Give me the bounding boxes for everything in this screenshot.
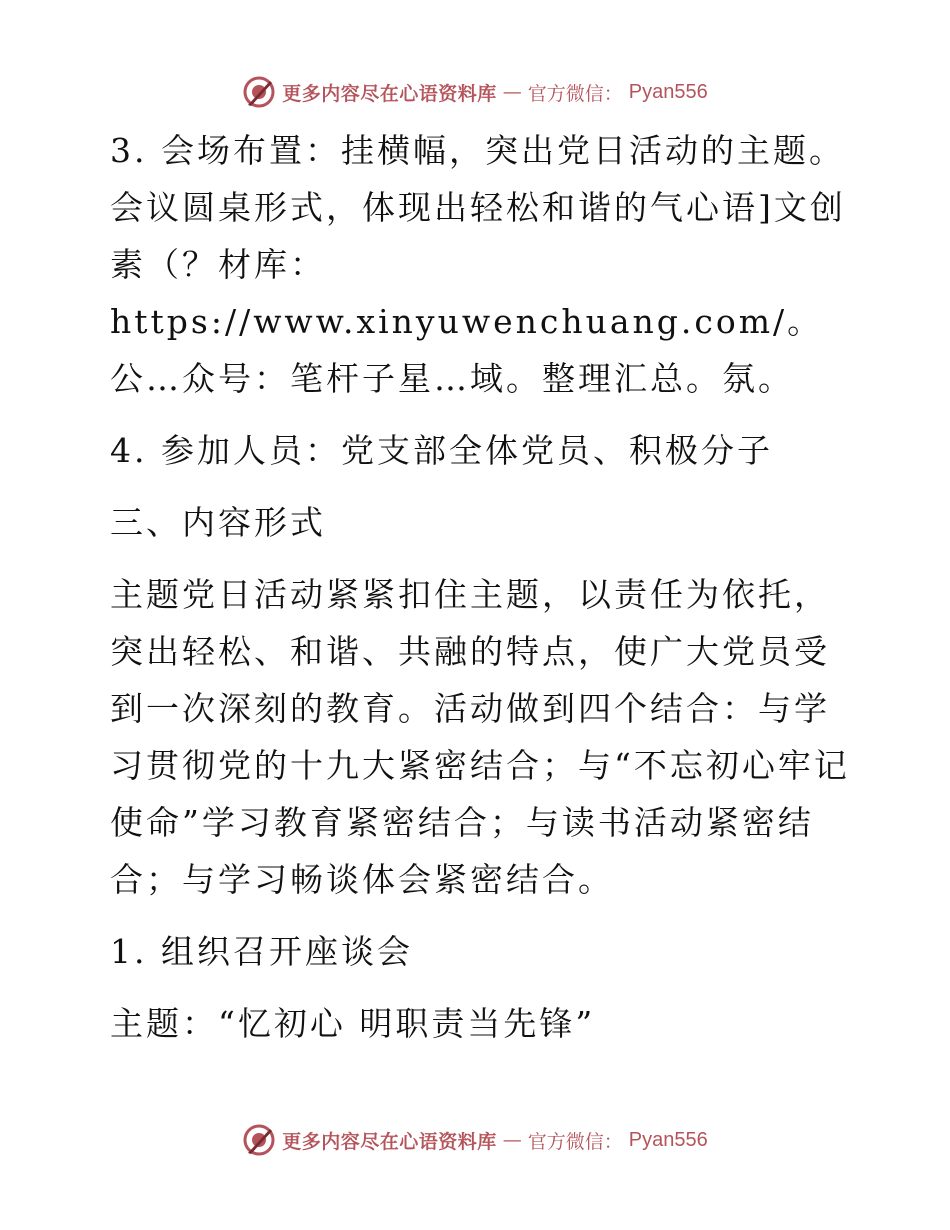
- watermark-sub-text: 官方微信：: [527, 82, 623, 105]
- watermark-dash: —: [502, 81, 522, 103]
- paragraph-venue: 3. 会场布置：挂横幅，突出党日活动的主题。会议圆桌形式，体现出轻松和谐的气心语]文创素（？材库：https://www.xinyuwenchuang.com/。公…众号：笔杆子星…域。整理汇总。氛。: [110, 131, 846, 398]
- paragraph-participants: 4. 参加人员：党支部全体党员、积极分子: [110, 431, 773, 470]
- quill-logo-icon: [242, 1123, 276, 1157]
- watermark-main-text: 更多内容尽在心语资料库: [282, 1130, 497, 1153]
- document-body: [98, 122, 858, 1052]
- quill-logo-icon: [242, 75, 276, 109]
- footer-watermark: [0, 1120, 950, 1160]
- paragraph-symposium: 1. 组织召开座谈会: [110, 932, 413, 971]
- paragraph-content: 主题党日活动紧紧扣住主题，以责任为依托，突出轻松、和谐、共融的特点，使广大党员受到一次深刻的教育。活动做到四个结合：与学习贯彻党的十九大紧密结合；与“不忘初心牢记使命”学习教育紧密结合；与读书活动紧密结合；与学习畅谈体会紧密结合。: [110, 575, 850, 899]
- watermark-dash: —: [502, 1129, 522, 1151]
- watermark-main-text: 更多内容尽在心语资料库: [282, 82, 497, 105]
- watermark-sub-text: 官方微信：: [527, 1130, 623, 1153]
- header-watermark: [0, 72, 950, 112]
- section-heading-content-form: 三、内容形式: [110, 503, 326, 542]
- watermark-wechat-id: Pyan556: [628, 1128, 708, 1151]
- paragraph-theme: 主题：“忆初心 明职责当先锋”: [110, 1004, 596, 1043]
- watermark-wechat-id: Pyan556: [628, 80, 708, 103]
